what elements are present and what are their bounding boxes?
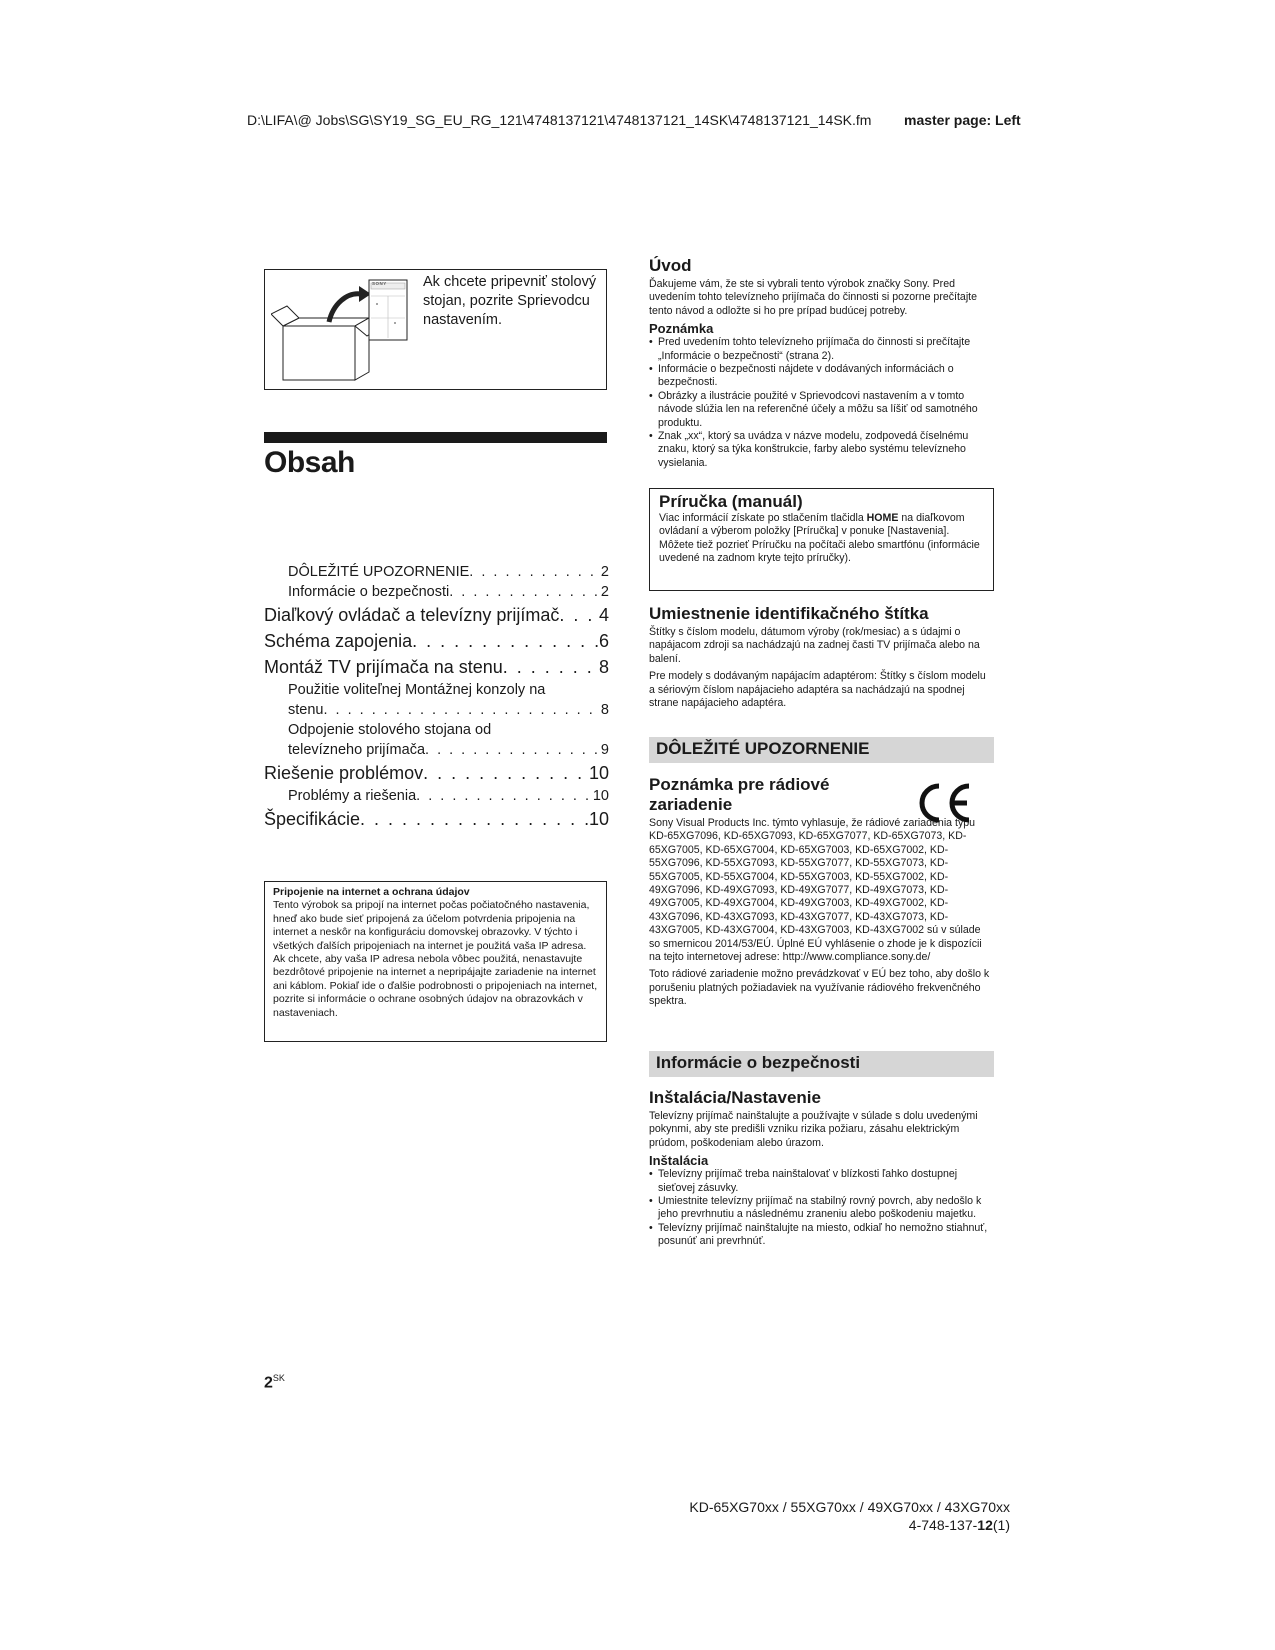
stand-note-box <box>264 269 607 390</box>
page-number-value: 2 <box>264 1374 273 1392</box>
ce-mark-icon <box>913 780 973 826</box>
install-item: • Umiestnite televízny prijímač na stabilný rovný povrch, aby nedošlo k jeho prevrhnutiu a následnému zraneniu alebo poškodeniu majetku. <box>649 1195 994 1222</box>
toc-entry-title: Špecifikácie <box>264 809 361 829</box>
footer-code-prefix: 4-748-137- <box>908 1517 978 1533</box>
toc-entry-title: DÔLEŽITÉ UPOZORNENIE <box>288 564 470 580</box>
intro-body: Ďakujeme vám, že ste si vybrali tento výrobok značky Sony. Pred uvedením tohto televízneho prijímača do činnosti si pozorne prečítajte tento návod a odložte si ho pre prípad budúcej potreby. <box>649 278 978 317</box>
internet-privacy-heading: Pripojenie na internet a ochrana údajov <box>273 886 470 898</box>
toc-entry-page: 8 <box>598 657 609 677</box>
toc-entry-page: 10 <box>588 763 609 783</box>
contents-title: Obsah <box>264 446 355 479</box>
note-item: • Pred uvedením tohto televízneho prijímača do činnosti si prečítajte „Informácie o bezpečnosti“ (strana 2). <box>649 336 994 363</box>
ce-mark <box>913 780 973 831</box>
toc-entry-page: 6 <box>598 631 609 651</box>
toc-entry[interactable] <box>264 806 609 832</box>
important-bar <box>649 737 994 763</box>
page-number <box>264 1373 285 1392</box>
install-item: • Televízny prijímač nainštalujte na miesto, odkiaľ ho nemožno stiahnuť, posunúť ani prevrhnúť. <box>649 1222 994 1249</box>
install-list <box>649 1168 994 1248</box>
intro-section <box>649 256 994 470</box>
toc-entry-title: Použitie voliteľnej Montážnej konzoly na <box>288 682 546 698</box>
label-section <box>649 604 994 710</box>
toc-entry-page: 9 <box>600 742 609 758</box>
note-item: • Obrázky a ilustrácie použité v Sprievodcovi nastavením a v tomto návode slúžia len na referenčné účely a môžu sa líšiť od samotného produktu. <box>649 390 994 430</box>
internet-privacy-body: Tento výrobok sa pripojí na internet počas počiatočného nastavenia, hneď ako bude sieť pripojená za účelom potvrdenia pripojenia na internet a neskôr na konfiguráciu domovskej obrazovky. V týchto i všetkých ďalších pripojeniach na internet je použitá vaša IP adresa. Ak chcete, aby vaša IP adresa nebola vôbec použitá, nenastavujte bezdrôtové pripojenie na internet a nepripájajte zariadenie na internet ani káblom. Pokiaľ ide o ďalšie podrobnosti o pripojeniach na internet, pozrite si informácie o ochrane osobných údajov na obrazovkách v nastaveniach. <box>273 899 598 1019</box>
intro-title: Úvod <box>649 256 692 275</box>
safety-section <box>649 1088 994 1249</box>
toc-entry-title: Riešenie problémov <box>264 763 424 783</box>
toc-entry-continued[interactable] <box>264 680 609 700</box>
toc-entry[interactable] <box>264 602 609 628</box>
sony-logo-text: SONY <box>372 281 387 286</box>
toc-entry-page: 10 <box>588 809 609 829</box>
note-title: Poznámka <box>649 321 714 337</box>
toc-entry[interactable] <box>264 786 609 806</box>
contents-bar <box>264 432 607 443</box>
manual-body-text: Viac informácií získate po stlačením tlačidla <box>659 512 867 524</box>
label-p1: Štítky s číslom modelu, dátumom výroby (rok/mesiac) a s údajmi o napájacom zdroji sa nachádzajú na zadnej časti TV prijímača alebo na balení. <box>649 626 980 665</box>
toc-entry[interactable] <box>264 760 609 786</box>
footer <box>680 1498 1010 1534</box>
toc-entry-title: Odpojenie stolového stojana od <box>288 722 492 738</box>
footer-code-suffix: (1) <box>992 1517 1010 1533</box>
toc-entry-title: Schéma zapojenia <box>264 631 413 651</box>
tv-box-illustration <box>271 276 411 384</box>
toc-entry[interactable] <box>264 740 609 760</box>
home-button-label: HOME <box>866 512 899 524</box>
page-number-suffix: SK <box>272 1373 285 1383</box>
note-list <box>649 336 994 470</box>
toc-entry-title: stenu <box>288 702 324 718</box>
footer-models: KD-65XG70xx / 55XG70xx / 49XG70xx / 43XG70xx <box>689 1499 1010 1515</box>
toc-entry-title: Problémy a riešenia <box>288 788 417 804</box>
radio-p2: Toto rádiové zariadenie možno prevádzkovať v EÚ bez toho, aby došlo k porušeniu platných požiadaviek na využívanie rádiového frekvenčného spektra. <box>649 968 990 1008</box>
radio-p1: Sony Visual Products Inc. týmto vyhlasuje, že rádiové zariadenia typu KD-65XG7096, KD-65XG7093, KD-65XG7077, KD-65XG7073, KD-65XG7005, KD-65XG7004, KD-65XG7003, KD-65XG7002, KD-55XG7096, KD-55XG7093, KD-55XG7077, KD-55XG7073, KD-55XG7005, KD-55XG7004, KD-55XG7003, KD-55XG7002, KD-49XG7096, KD-49XG7093, KD-49XG7077, KD-49XG7073, KD-49XG7005, KD-49XG7004, KD-49XG7003, KD-49XG7002, KD-43XG7096, KD-43XG7093, KD-43XG7077, KD-43XG7073, KD-43XG7005, KD-43XG7004, KD-43XG7003, KD-43XG7002 sú v súlade so smernicou 2014/53/EÚ. Úplné EÚ vyhlásenie o zhode je k dispozícii na tejto internetovej adrese: http://www.compliance.sony.de/ <box>649 817 982 964</box>
toc-entry-page: 4 <box>598 605 609 625</box>
toc-entry[interactable] <box>264 582 609 602</box>
safety-bar <box>649 1051 994 1077</box>
note-item: • Znak „xx“, ktorý sa uvádza v názve modelu, zodpovedá číselnému znaku, ktorý sa týka konštrukcie, farby alebo systému televízneho vysielania. <box>649 430 994 470</box>
footer-code-bold: 12 <box>977 1517 993 1533</box>
stand-note-text: Ak chcete pripevniť stolový stojan, pozrite Sprievodcu nastavením. <box>423 274 597 328</box>
toc-entry-page: 2 <box>600 564 609 580</box>
toc-entry-title: televízneho prijímača <box>288 742 426 758</box>
toc-entry-page: 8 <box>600 702 609 718</box>
table-of-contents <box>264 562 609 832</box>
manual-box <box>649 488 994 591</box>
toc-entry[interactable] <box>264 700 609 720</box>
toc-entry-page: 10 <box>592 788 609 804</box>
toc-entry-continued[interactable] <box>264 720 609 740</box>
manual-title: Príručka (manuál) <box>659 492 803 511</box>
important-bar-title: DÔLEŽITÉ UPOZORNENIE <box>656 739 870 758</box>
label-title: Umiestnenie identifikačného štítka <box>649 604 929 623</box>
master-page-label: master page: Left <box>904 112 1021 128</box>
manual-body-text: na diaľkovom ovládaní a výberom položky [Príručka] v ponuke [Nastavenia]. Môžete tiež pozrieť Príručku na počítači alebo smartfónu (informácie uvedené na zadnom kryte tejto príručky). <box>659 512 980 565</box>
manual-body <box>659 512 984 566</box>
toc-entry-page: 2 <box>600 584 609 600</box>
radio-title: Poznámka pre rádiové zariadenie <box>649 775 830 814</box>
toc-entry[interactable] <box>264 628 609 654</box>
toc-entry-title: Montáž TV prijímača na stenu <box>264 657 503 677</box>
file-path: D:\LIFA\@ Jobs\SG\SY19_SG_EU_RG_121\4748137121\4748137121_14SK\4748137121_14SK.fm <box>247 112 872 128</box>
safety-bar-title: Informácie o bezpečnosti <box>656 1053 861 1072</box>
footer-code <box>680 1516 1010 1534</box>
label-p2: Pre modely s dodávaným napájacím adaptérom: Štítky s číslom modelu a sériovým číslom napájacieho adaptéra sa nachádzajú na spodnej strane napájacieho adaptéra. <box>649 670 986 710</box>
install-body: Televízny prijímač nainštalujte a používajte v súlade s dolu uvedenými pokynmi, aby ste predišli vzniku rizika požiaru, zásahu elektrickým prúdom, poškodeniam alebo úrazom. <box>649 1110 978 1149</box>
toc-entry-title: Informácie o bezpečnosti <box>288 584 450 600</box>
note-item: • Informácie o bezpečnosti nájdete v dodávaných informáciách o bezpečnosti. <box>649 363 994 390</box>
install-item: • Televízny prijímač treba nainštalovať v blízkosti ľahko dostupnej sieťovej zásuvky. <box>649 1168 994 1195</box>
toc-entry-title: Diaľkový ovládač a televízny prijímač <box>264 605 560 625</box>
internet-privacy-box <box>264 881 607 1042</box>
install-title: Inštalácia/Nastavenie <box>649 1088 821 1107</box>
install-subtitle: Inštalácia <box>649 1153 709 1169</box>
toc-entry[interactable] <box>264 654 609 680</box>
toc-entry[interactable] <box>264 562 609 582</box>
